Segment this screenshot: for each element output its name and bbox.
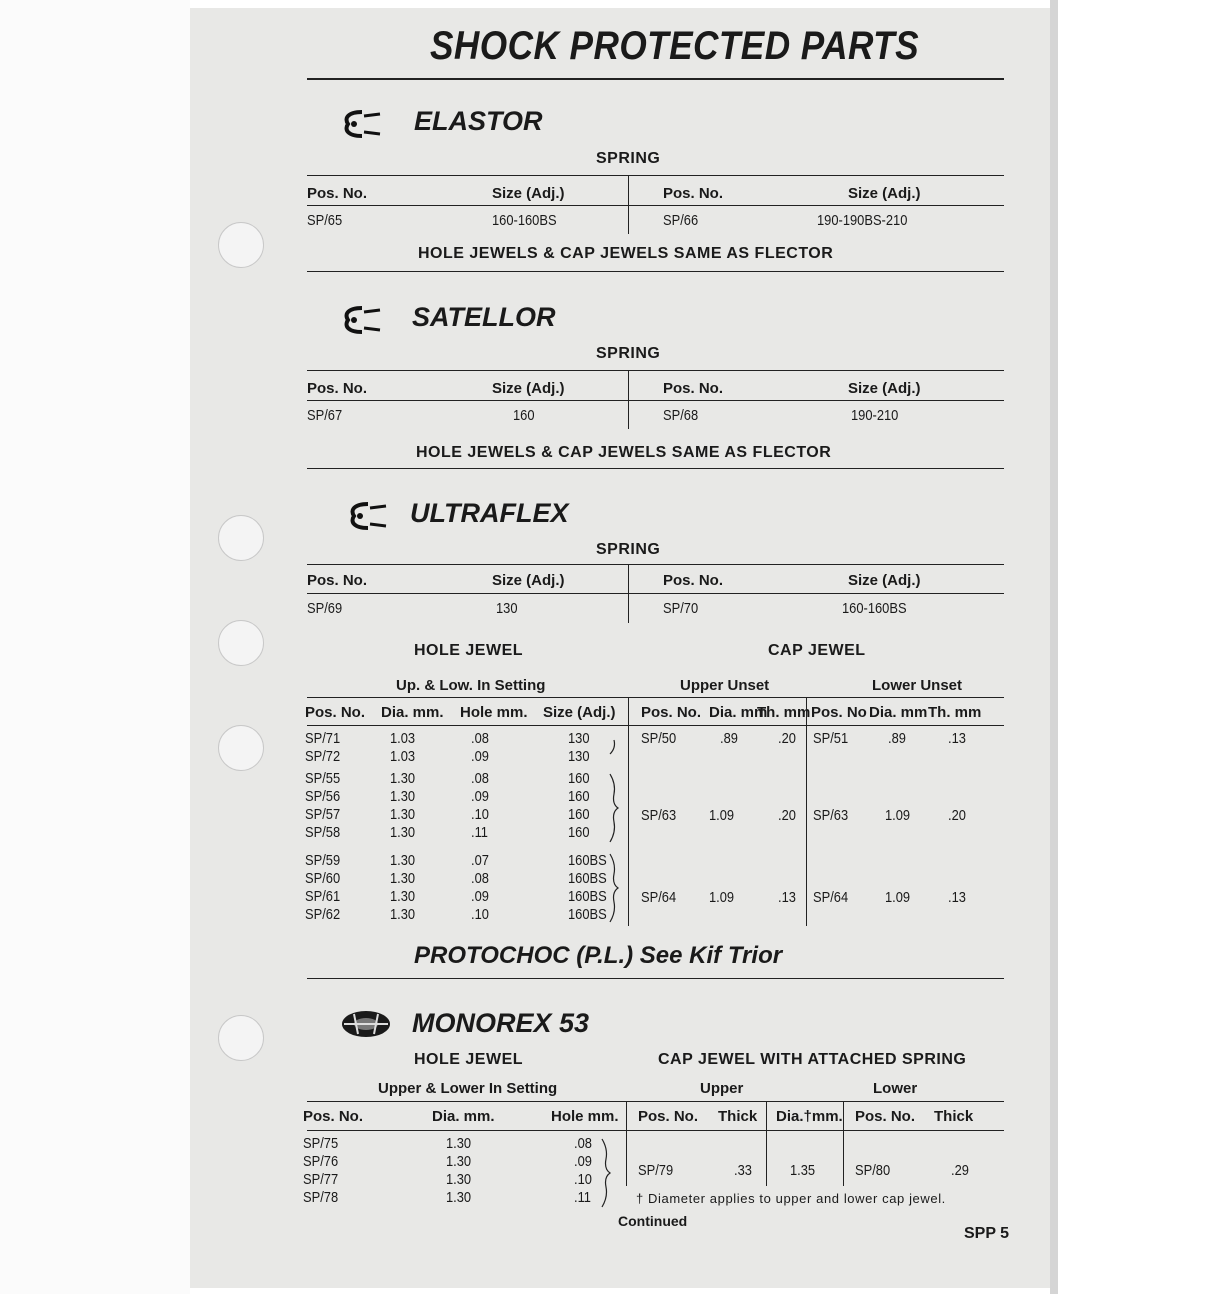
col-header: Size (Adj.) <box>492 380 565 397</box>
col-header: Pos. No <box>811 704 867 721</box>
table-cell: SP/69 <box>307 600 343 617</box>
table-cell: SP/67 <box>307 407 343 424</box>
col-header: Th. mm <box>928 704 982 721</box>
col-header: Size (Adj.) <box>848 380 921 397</box>
table-cell: SP/64 <box>641 889 677 906</box>
table-cell: SP/66 <box>663 212 699 229</box>
page-number: SPP 5 <box>964 1225 1010 1242</box>
hole-jewel-heading: HOLE JEWEL <box>414 642 524 659</box>
grouping-brace <box>600 1135 614 1209</box>
col-header: Pos. No. <box>307 572 368 589</box>
divider <box>307 978 1004 979</box>
divider <box>307 271 1004 272</box>
hole-subheading: Upper & Lower In Setting <box>378 1080 558 1097</box>
table-cell: .13 <box>948 730 966 747</box>
table-cell: 1.30 <box>390 770 416 787</box>
upper-heading: Upper <box>700 1080 744 1097</box>
upper-unset-heading: Upper Unset <box>680 677 770 694</box>
col-header: Size (Adj.) <box>848 572 921 589</box>
binder-hole <box>218 515 264 561</box>
table-cell: .10 <box>471 806 489 823</box>
table-cell: 130 <box>496 600 518 617</box>
divider <box>307 175 1004 176</box>
table-cell: SP/64 <box>813 889 849 906</box>
page-edge-shadow <box>1050 0 1058 1294</box>
table-cell: .11 <box>574 1189 591 1206</box>
table-cell: .13 <box>948 889 966 906</box>
table-cell: SP/78 <box>303 1189 339 1206</box>
table-cell: 160 <box>568 788 590 805</box>
binder-background <box>0 0 190 1294</box>
spring-heading: SPRING <box>596 541 661 558</box>
col-header: Dia. mm <box>709 704 768 721</box>
col-header: Pos. No. <box>663 380 724 397</box>
spring-clip-logo-icon <box>340 108 384 140</box>
table-cell: SP/50 <box>641 730 677 747</box>
monorex-logo-icon <box>338 1006 394 1042</box>
table-cell: 1.30 <box>390 852 416 869</box>
column-rule <box>626 1102 627 1186</box>
table-cell: SP/75 <box>303 1135 339 1152</box>
spring-clip-logo-icon <box>346 500 390 532</box>
col-header: Pos. No. <box>305 704 366 721</box>
col-header: Pos. No. <box>663 572 724 589</box>
col-header: Pos. No. <box>303 1108 364 1125</box>
section-title-monorex: MONOREX 53 <box>412 1008 590 1038</box>
table-cell: .20 <box>778 807 796 824</box>
table-cell: 160BS <box>568 888 607 905</box>
divider <box>307 564 1004 565</box>
divider <box>307 593 1004 594</box>
table-cell: SP/77 <box>303 1171 339 1188</box>
page-title: SHOCK PROTECTED PARTS <box>430 24 920 68</box>
table-cell: .13 <box>778 889 796 906</box>
protochoc-note: PROTOCHOC (P.L.) See Kif Trior <box>414 942 783 969</box>
table-cell: 1.03 <box>390 730 416 747</box>
table-cell: 160BS <box>568 870 607 887</box>
table-cell: SP/71 <box>305 730 341 747</box>
col-header: Th. mm <box>757 704 811 721</box>
col-header: Dia. mm. <box>381 704 444 721</box>
col-header: Size (Adj.) <box>543 704 616 721</box>
table-cell: 160 <box>568 770 590 787</box>
table-cell: 1.30 <box>446 1171 472 1188</box>
table-cell: SP/79 <box>638 1162 674 1179</box>
table-cell: 1.30 <box>390 788 416 805</box>
divider <box>307 1130 1004 1131</box>
table-cell: 1.09 <box>709 807 735 824</box>
table-cell: .08 <box>574 1135 592 1152</box>
lower-heading: Lower <box>873 1080 918 1097</box>
table-cell: SP/59 <box>305 852 341 869</box>
divider <box>307 78 1004 80</box>
col-header: Pos. No. <box>641 704 702 721</box>
divider <box>307 468 1004 469</box>
table-cell: SP/63 <box>641 807 677 824</box>
col-header: Pos. No. <box>638 1108 699 1125</box>
table-cell: SP/76 <box>303 1153 339 1170</box>
hole-jewel-heading: HOLE JEWEL <box>414 1051 524 1068</box>
section-note: HOLE JEWELS & CAP JEWELS SAME AS FLECTOR <box>418 245 834 262</box>
table-cell: SP/60 <box>305 870 341 887</box>
column-rule <box>766 1102 767 1186</box>
table-cell: .08 <box>471 870 489 887</box>
column-rule <box>843 1102 844 1186</box>
table-cell: 1.09 <box>885 807 911 824</box>
continued-label: Continued <box>618 1213 688 1229</box>
col-header: Size (Adj.) <box>848 185 921 202</box>
table-cell: 1.09 <box>885 889 911 906</box>
col-header: Pos. No. <box>307 185 368 202</box>
table-cell: 160BS <box>568 852 607 869</box>
col-header: Dia. mm <box>869 704 928 721</box>
table-cell: SP/62 <box>305 906 341 923</box>
table-cell: SP/57 <box>305 806 341 823</box>
table-cell: SP/68 <box>663 407 699 424</box>
table-cell: .29 <box>951 1162 969 1179</box>
table-cell: SP/51 <box>813 730 849 747</box>
table-cell: SP/80 <box>855 1162 891 1179</box>
table-cell: 190-190BS-210 <box>817 212 908 229</box>
column-rule <box>628 565 629 623</box>
table-cell: 160 <box>568 806 590 823</box>
col-header: Dia.†mm. <box>776 1108 843 1125</box>
column-rule <box>806 698 807 926</box>
table-cell: .11 <box>471 824 488 841</box>
table-cell: .07 <box>471 852 489 869</box>
col-header: Size (Adj.) <box>492 185 565 202</box>
table-cell: .89 <box>888 730 906 747</box>
table-cell: .08 <box>471 730 489 747</box>
section-title-satellor: SATELLOR <box>412 302 556 332</box>
column-rule <box>628 371 629 429</box>
table-cell: 1.30 <box>446 1153 472 1170</box>
table-cell: .09 <box>574 1153 592 1170</box>
divider <box>307 370 1004 371</box>
table-cell: 160-160BS <box>492 212 557 229</box>
cap-jewel-heading: CAP JEWEL WITH ATTACHED SPRING <box>658 1051 967 1068</box>
table-cell: SP/56 <box>305 788 341 805</box>
binder-hole <box>218 725 264 771</box>
binder-hole <box>218 1015 264 1061</box>
table-cell: SP/58 <box>305 824 341 841</box>
table-cell: .20 <box>778 730 796 747</box>
table-cell: 160-160BS <box>842 600 907 617</box>
divider <box>307 1101 1004 1102</box>
col-header: Hole mm. <box>551 1108 619 1125</box>
col-header: Hole mm. <box>460 704 528 721</box>
col-header: Dia. mm. <box>432 1108 495 1125</box>
divider <box>307 400 1004 401</box>
table-cell: 1.30 <box>390 806 416 823</box>
table-cell: 1.30 <box>446 1135 472 1152</box>
divider <box>307 205 1004 206</box>
table-cell: SP/65 <box>307 212 343 229</box>
table-cell: .89 <box>720 730 738 747</box>
binder-hole <box>218 620 264 666</box>
table-cell: .10 <box>574 1171 592 1188</box>
table-cell: 130 <box>568 730 590 747</box>
table-cell: 130 <box>568 748 590 765</box>
table-cell: 160BS <box>568 906 607 923</box>
table-cell: 1.30 <box>446 1189 472 1206</box>
table-cell: 1.30 <box>390 906 416 923</box>
table-cell: 1.30 <box>390 870 416 887</box>
spring-heading: SPRING <box>596 345 661 362</box>
binder-hole <box>218 222 264 268</box>
col-header: Pos. No. <box>307 380 368 397</box>
divider <box>307 697 1004 698</box>
column-rule <box>628 176 629 234</box>
table-cell: 1.30 <box>390 824 416 841</box>
table-cell: .09 <box>471 748 489 765</box>
table-cell: .09 <box>471 788 489 805</box>
col-header: Thick <box>718 1108 758 1125</box>
section-title-ultraflex: ULTRAFLEX <box>410 498 569 528</box>
spring-clip-logo-icon <box>340 304 384 336</box>
table-cell: 160 <box>513 407 535 424</box>
table-cell: 190-210 <box>851 407 899 424</box>
table-cell: SP/72 <box>305 748 341 765</box>
table-cell: 1.09 <box>709 889 735 906</box>
col-header: Pos. No. <box>663 185 724 202</box>
table-cell: SP/61 <box>305 888 341 905</box>
grouping-braces <box>608 730 622 930</box>
table-cell: SP/70 <box>663 600 699 617</box>
table-cell: .10 <box>471 906 489 923</box>
table-cell: .33 <box>734 1162 752 1179</box>
col-header: Thick <box>934 1108 974 1125</box>
cap-jewel-heading: CAP JEWEL <box>768 642 866 659</box>
hole-subheading: Up. & Low. In Setting <box>396 677 546 694</box>
table-cell: SP/63 <box>813 807 849 824</box>
table-cell: SP/55 <box>305 770 341 787</box>
table-cell: 1.03 <box>390 748 416 765</box>
section-title-elastor: ELASTOR <box>414 106 543 136</box>
lower-unset-heading: Lower Unset <box>872 677 963 694</box>
footnote: † Diameter applies to upper and lower cap jewel. <box>636 1191 946 1206</box>
spring-heading: SPRING <box>596 150 661 167</box>
column-rule <box>628 698 629 926</box>
col-header: Size (Adj.) <box>492 572 565 589</box>
table-cell: .08 <box>471 770 489 787</box>
section-note: HOLE JEWELS & CAP JEWELS SAME AS FLECTOR <box>416 444 832 461</box>
col-header: Pos. No. <box>855 1108 916 1125</box>
table-cell: 1.30 <box>390 888 416 905</box>
table-cell: 160 <box>568 824 590 841</box>
table-cell: .20 <box>948 807 966 824</box>
divider <box>307 725 1004 726</box>
table-cell: 1.35 <box>790 1162 816 1179</box>
table-cell: .09 <box>471 888 489 905</box>
